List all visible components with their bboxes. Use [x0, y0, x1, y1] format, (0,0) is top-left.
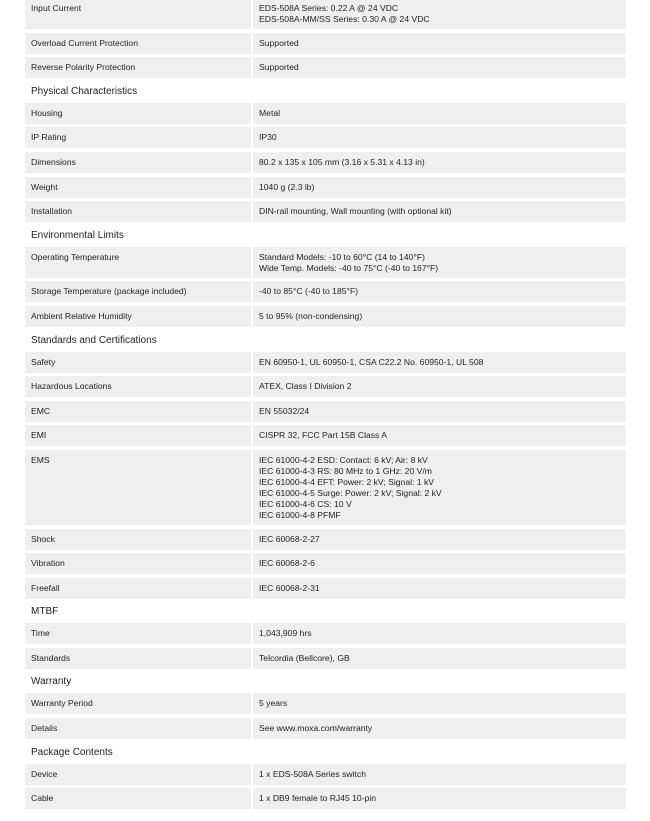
spec-label: Weight — [25, 177, 251, 198]
spec-label: Input Current — [25, 0, 251, 29]
spec-table — [25, 0, 626, 813]
spec-row — [25, 0, 626, 29]
spec-row — [25, 376, 626, 397]
spec-value — [253, 352, 626, 373]
section-heading: Standards and Certifications — [31, 334, 157, 346]
spec-value — [253, 127, 626, 148]
spec-value-line: 1 x DB9 female to RJ45 10-pin — [259, 793, 377, 804]
spec-value-line: 1 x EDS-508A Series switch — [259, 768, 366, 779]
spec-label: EMS — [25, 450, 251, 525]
section-heading: Package Contents — [31, 746, 113, 758]
section-heading: Warranty — [31, 676, 72, 688]
spec-value-line: See www.moxa.com/warranty — [259, 723, 373, 734]
spec-value-line: Wide Temp. Models: -40 to 75°C (-40 to 167°F) — [259, 262, 439, 273]
spec-row — [25, 127, 626, 148]
spec-row — [25, 718, 626, 739]
spec-value-line: IEC 61000-4-5 Surge: Power: 2 kV; Signal: 2 kV — [259, 487, 442, 498]
spec-value — [253, 201, 626, 222]
spec-label: EMC — [25, 401, 251, 422]
spec-value-line: EN 60950-1, UL 60950-1, CSA C22.2 No. 60950-1, UL 508 — [259, 356, 484, 367]
spec-value-line: EN 55032/24 — [259, 405, 310, 416]
spec-value-line: Supported — [259, 37, 299, 48]
spec-row — [25, 152, 626, 173]
spec-label: Hazardous Locations — [25, 376, 251, 397]
spec-value-line: IP30 — [259, 132, 277, 143]
spec-label: Freefall — [25, 578, 251, 599]
spec-label: EMI — [25, 425, 251, 446]
spec-label: Reverse Polarity Protection — [25, 57, 251, 78]
spec-value-line: IEC 61000-4-6 CS: 10 V — [259, 498, 352, 509]
spec-value-line: IEC 61000-4-8 PFMF — [259, 509, 341, 520]
spec-value — [253, 425, 626, 446]
spec-label: Overload Current Protection — [25, 33, 251, 54]
spec-row — [25, 425, 626, 446]
spec-label: Housing — [25, 103, 251, 124]
spec-label: Safety — [25, 352, 251, 373]
spec-label: Shock — [25, 529, 251, 550]
spec-row — [25, 450, 626, 525]
spec-value — [253, 306, 626, 327]
spec-value — [253, 693, 626, 714]
spec-value-line: Supported — [259, 62, 299, 73]
spec-label: Warranty Period — [25, 693, 251, 714]
spec-label: Operating Temperature — [25, 247, 251, 278]
spec-value — [253, 529, 626, 550]
spec-value — [253, 0, 626, 29]
section-heading: MTBF — [31, 606, 59, 618]
section-heading: Physical Characteristics — [31, 85, 138, 97]
spec-row — [25, 553, 626, 574]
spec-row — [25, 693, 626, 714]
spec-row — [25, 201, 626, 222]
spec-row — [25, 306, 626, 327]
spec-value — [253, 718, 626, 739]
spec-label: Dimensions — [25, 152, 251, 173]
spec-label: IP Rating — [25, 127, 251, 148]
spec-value-line: EDS-508A Series: 0.22 A @ 24 VDC — [259, 3, 399, 13]
spec-value — [253, 764, 626, 785]
spec-label: Ambient Relative Humidity — [25, 306, 251, 327]
spec-value-line: CISPR 32, FCC Part 15B Class A — [259, 430, 387, 441]
spec-value — [253, 788, 626, 809]
spec-value-line: IEC 60068-2-31 — [259, 582, 320, 593]
spec-row — [25, 529, 626, 550]
spec-row — [25, 103, 626, 124]
spec-value — [253, 450, 626, 525]
spec-row — [25, 352, 626, 373]
spec-value — [253, 177, 626, 198]
spec-label: Installation — [25, 201, 251, 222]
spec-value — [253, 623, 626, 644]
spec-value-line: ATEX, Class I Division 2 — [259, 381, 352, 392]
spec-label: Storage Temperature (package included) — [25, 281, 251, 302]
spec-row — [25, 623, 626, 644]
spec-value — [253, 553, 626, 574]
spec-label: Cable — [25, 788, 251, 809]
spec-value-line: -40 to 85°C (-40 to 185°F) — [259, 286, 359, 297]
spec-row — [25, 788, 626, 809]
spec-label: Time — [25, 623, 251, 644]
spec-value-line: IEC 60068-2-6 — [259, 558, 315, 569]
spec-value-line: 1,043,909 hrs — [259, 628, 312, 639]
spec-row — [25, 578, 626, 599]
spec-value — [253, 281, 626, 302]
spec-value — [253, 247, 626, 278]
spec-value — [253, 401, 626, 422]
spec-value-line: IEC 60068-2-27 — [259, 533, 320, 544]
spec-value — [253, 376, 626, 397]
spec-value-line: 5 years — [259, 698, 288, 709]
spec-row — [25, 177, 626, 198]
spec-value — [253, 103, 626, 124]
spec-row — [25, 33, 626, 54]
spec-value-line: IEC 61000-4-2 ESD: Contact: 6 kV; Air: 8 kV — [259, 454, 428, 465]
spec-value — [253, 57, 626, 78]
spec-value-line: 80.2 x 135 x 105 mm (3.16 x 5.31 x 4.13 in) — [259, 156, 425, 167]
spec-value-line: DIN-rail mounting, Wall mounting (with optional kit) — [259, 206, 452, 217]
spec-row — [25, 401, 626, 422]
spec-value-line: IEC 61000-4-3 RS: 80 MHz to 1 GHz: 20 V/m — [259, 465, 432, 476]
spec-row — [25, 648, 626, 669]
spec-value-line: Standard Models: -10 to 60°C (14 to 140°F) — [259, 251, 425, 262]
spec-value-line: Telcordia (Bellcore), GB — [259, 652, 350, 663]
spec-label: Vibration — [25, 553, 251, 574]
spec-value — [253, 648, 626, 669]
spec-label: Details — [25, 718, 251, 739]
spec-row — [25, 281, 626, 302]
section-heading: Environmental Limits — [31, 229, 124, 241]
spec-value-line: 5 to 95% (non-condensing) — [259, 310, 363, 321]
spec-label: Device — [25, 764, 251, 785]
spec-row — [25, 764, 626, 785]
spec-label: Standards — [25, 648, 251, 669]
spec-value-line: Metal — [259, 107, 281, 118]
spec-row — [25, 57, 626, 78]
spec-row — [25, 247, 626, 278]
spec-value-line: 1040 g (2.3 lb) — [259, 181, 315, 192]
spec-value — [253, 33, 626, 54]
spec-value — [253, 152, 626, 173]
spec-value — [253, 578, 626, 599]
spec-value-line: IEC 61000-4-4 EFT: Power: 2 kV; Signal: 1 kV — [259, 476, 434, 487]
spec-value-line: EDS-508A-MM/SS Series: 0.30 A @ 24 VDC — [259, 14, 430, 24]
